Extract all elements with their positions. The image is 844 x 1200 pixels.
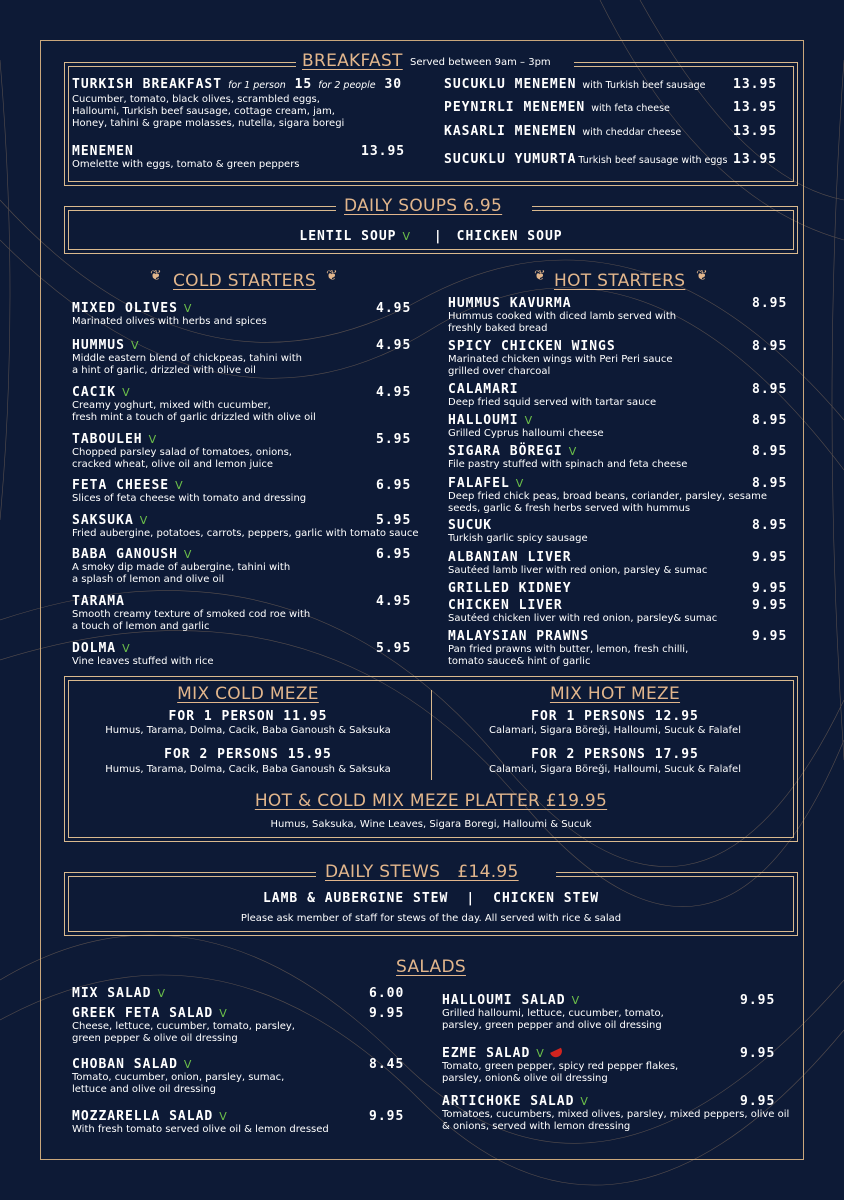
menu-item-price: 8.95 xyxy=(752,476,788,491)
menu-item-price: 8.45 xyxy=(369,1057,405,1072)
menu-item-price: 6.00 xyxy=(369,986,405,1001)
cold-starters-title: COLD STARTERS xyxy=(173,271,316,291)
menu-item-desc: Deep fried chick peas, broad beans, coriander, parsley, sesame seeds, garlic & fresh herbs served with hummus xyxy=(448,491,767,514)
menu-item-name: MIXED OLIVES V xyxy=(72,301,193,316)
cold-meze-label: FOR 1 PERSON 11.95 xyxy=(168,709,328,724)
breakfast-right-item: SUCUKLU MENEMEN with Turkish beef sausage xyxy=(444,77,706,92)
menu-item-desc: File pastry stuffed with spinach and feta cheese xyxy=(448,459,688,470)
menu-item-price: 4.95 xyxy=(376,301,412,316)
meze-platter-title: HOT & COLD MIX MEZE PLATTER £19.95 xyxy=(254,791,608,811)
menu-item-name: MOZZARELLA SALAD V xyxy=(72,1109,228,1124)
vegetarian-mark: V xyxy=(571,994,581,1007)
menu-item-name: CACIK V xyxy=(72,385,131,400)
vegetarian-mark: V xyxy=(183,302,193,315)
menu-item-desc: Sautéed lamb liver with red onion, parsley & sumac xyxy=(448,565,708,576)
turkish-breakfast: TURKISH BREAKFAST for 1 person 15 for 2 people 30 xyxy=(72,77,403,92)
menu-item-desc: Deep fried squid served with tartar sauce xyxy=(448,397,657,408)
menu-item-desc: Hummus cooked with diced lamb served with freshly baked bread xyxy=(448,311,677,334)
menu-item-price: 9.95 xyxy=(752,629,788,644)
breakfast-right-item: PEYNIRLI MENEMEN with feta cheese xyxy=(444,100,670,115)
meze-platter-desc: Humus, Saksuka, Wine Leaves, Sigara Boregi, Halloumi & Sucuk xyxy=(270,819,592,830)
menu-item-name: SIGARA BÖREGI V xyxy=(448,444,578,459)
vegetarian-mark: V xyxy=(219,1007,228,1020)
menemen-price: 13.95 xyxy=(361,144,406,159)
menu-item-price: 9.95 xyxy=(752,581,788,596)
mix-cold-meze-title: MIX COLD MEZE xyxy=(177,684,319,704)
menu-item-name: GRILLED KIDNEY xyxy=(448,581,572,596)
hot-starters-title: HOT STARTERS xyxy=(554,271,686,291)
menu-item-desc: Marinated chicken wings with Peri Peri sauce grilled over charcoal xyxy=(448,354,673,377)
menu-item-price: 4.95 xyxy=(376,594,412,609)
cold-meze-desc: Humus, Tarama, Dolma, Cacik, Baba Ganoush & Saksuka xyxy=(105,725,391,736)
menu-item-name: TABOULEH V xyxy=(72,432,158,447)
stews-note: Please ask member of staff for stews of the day. All served with rice & salad xyxy=(240,913,622,924)
vegetarian-mark: V xyxy=(568,445,578,458)
menu-item-desc: Cheese, lettuce, cucumber, tomato, parsley, green pepper & olive oil dressing xyxy=(72,1021,295,1044)
flourish-icon: ❦ xyxy=(534,268,546,284)
menu-item-desc: A smoky dip made of aubergine, tahini with a splash of lemon and olive oil xyxy=(72,562,291,585)
menu-item-desc: Vine leaves stuffed with rice xyxy=(72,656,214,667)
menu-item-desc: Tomato, green pepper, spicy red pepper flakes, parsley, onion& olive oil dressing xyxy=(442,1061,679,1084)
mix-hot-meze-title: MIX HOT MEZE xyxy=(549,684,681,704)
hot-meze-desc: Calamari, Sigara Böreği, Halloumi, Sucuk & Falafel xyxy=(489,764,741,775)
breakfast-right-price: 13.95 xyxy=(733,152,778,167)
menu-item-name: CALAMARI xyxy=(448,382,519,397)
menu-item-price: 4.95 xyxy=(376,338,412,353)
turkish-breakfast-desc: Cucumber, tomato, black olives, scrambled eggs, Halloumi, Turkish beef sausage, cottage cream, jam, Honey, tahini & grape molasses, nutella, sigara boregi xyxy=(72,94,345,129)
flourish-icon: ❦ xyxy=(696,268,708,284)
menu-item-desc: Tomatoes, cucumbers, mixed olives, parsley, mixed peppers, olive oil & onions, served with lemon dressing xyxy=(442,1109,790,1132)
vegetarian-mark: V xyxy=(148,433,158,446)
menu-item-price: 8.95 xyxy=(752,382,788,397)
menu-item-desc: Grilled halloumi, lettuce, cucumber, tomato, parsley, green pepper and olive oil dressing xyxy=(442,1008,664,1031)
menu-item-name: HUMMUS V xyxy=(72,338,140,353)
menu-item-name: MIX SALAD V xyxy=(72,986,166,1001)
menu-item-desc: Fried aubergine, potatoes, carrots, peppers, garlic with tomato sauce xyxy=(72,528,419,539)
vegetarian-mark: V xyxy=(183,548,193,561)
menu-item-price: 5.95 xyxy=(376,432,412,447)
menu-item-price: 9.95 xyxy=(752,598,788,613)
menu-item-desc: Marinated olives with herbs and spices xyxy=(72,316,267,327)
vegetarian-mark: V xyxy=(219,1110,228,1123)
menu-item-name: BABA GANOUSH V xyxy=(72,547,193,562)
menu-item-name: ALBANIAN LIVER xyxy=(448,550,572,565)
menu-item-price: 6.95 xyxy=(376,547,412,562)
flourish-icon: ❦ xyxy=(326,268,338,284)
menu-item-price: 4.95 xyxy=(376,385,412,400)
vegetarian-mark: V xyxy=(175,479,184,492)
vegetarian-mark: V xyxy=(157,987,166,1000)
menu-item-price: 5.95 xyxy=(376,513,412,528)
vegetarian-mark: V xyxy=(515,477,525,490)
chili-icon xyxy=(550,1048,564,1059)
menu-item-desc: Creamy yoghurt, mixed with cucumber, fresh mint a touch of garlic drizzled with olive oil xyxy=(72,400,316,423)
menu-item-desc: Tomato, cucumber, onion, parsley, sumac, lettuce and olive oil dressing xyxy=(72,1072,285,1095)
menu-item-name: FETA CHEESE V xyxy=(72,478,184,493)
menu-item-name: MALAYSIAN PRAWNS xyxy=(448,629,590,644)
menemen-name: MENEMEN xyxy=(72,144,134,159)
breakfast-right-price: 13.95 xyxy=(733,77,778,92)
vegetarian-mark: V xyxy=(122,386,131,399)
breakfast-right-item: KASARLI MENEMEN with cheddar cheese xyxy=(444,124,682,139)
menu-item-desc: Turkish garlic spicy sausage xyxy=(448,533,588,544)
menu-item-name: HALLOUMI SALAD V xyxy=(442,993,581,1008)
menu-item-price: 8.95 xyxy=(752,444,788,459)
menu-item-name: GREEK FETA SALAD V xyxy=(72,1006,228,1021)
breakfast-right-item: SUCUKLU YUMURTA Turkish beef sausage with eggs xyxy=(444,152,728,167)
menu-item-desc: Sautéed chicken liver with red onion, parsley& sumac xyxy=(448,613,718,624)
menu-item-price: 9.95 xyxy=(740,993,776,1008)
menu-item-name: SAKSUKA V xyxy=(72,513,149,528)
menu-item-desc: Slices of feta cheese with tomato and dressing xyxy=(72,493,307,504)
flourish-icon: ❦ xyxy=(150,268,162,284)
soups-title: DAILY SOUPS 6.95 xyxy=(344,196,503,216)
vegetarian-mark: V xyxy=(524,414,534,427)
breakfast-right-price: 13.95 xyxy=(733,124,778,139)
hot-meze-label: FOR 2 PERSONS 17.95 xyxy=(531,747,699,762)
menu-item-desc: With fresh tomato served olive oil & lemon dressed xyxy=(72,1124,329,1135)
stews-line: LAMB & AUBERGINE STEW | CHICKEN STEW xyxy=(262,891,600,906)
menu-item-name: CHICKEN LIVER xyxy=(448,598,563,613)
menu-item-name: HALLOUMI V xyxy=(448,413,534,428)
vegetarian-mark: V xyxy=(183,1058,193,1071)
menu-item-price: 8.95 xyxy=(752,296,788,311)
vegetarian-mark: V xyxy=(122,642,131,655)
menu-item-name: DOLMA V xyxy=(72,641,131,656)
menu-item-name: HUMMUS KAVURMA xyxy=(448,296,572,311)
menu-item-price: 8.95 xyxy=(752,339,788,354)
vegetarian-mark: V xyxy=(580,1095,589,1108)
breakfast-subtitle: Served between 9am – 3pm xyxy=(410,57,551,68)
menu-item-name: EZME SALAD V xyxy=(442,1046,563,1061)
stews-title: DAILY STEWS £14.95 xyxy=(325,862,519,882)
menu-item-name: TARAMA xyxy=(72,594,125,609)
menu-item-price: 9.95 xyxy=(740,1046,776,1061)
vegetarian-mark: V xyxy=(130,339,140,352)
menu-item-desc: Grilled Cyprus halloumi cheese xyxy=(448,428,604,439)
menu-item-name: FALAFEL V xyxy=(448,476,525,491)
menu-item-desc: Pan fried prawns with butter, lemon, fresh chilli, tomato sauce& hint of garlic xyxy=(448,644,689,667)
breakfast-right-price: 13.95 xyxy=(733,100,778,115)
cold-meze-label: FOR 2 PERSONS 15.95 xyxy=(164,747,332,762)
vegetarian-mark: V xyxy=(139,514,149,527)
menu-item-price: 9.95 xyxy=(369,1006,405,1021)
breakfast-title: BREAKFAST xyxy=(302,51,403,71)
salads-title: SALADS xyxy=(396,957,466,977)
menu-item-price: 5.95 xyxy=(376,641,412,656)
menu-item-desc: Middle eastern blend of chickpeas, tahini with a hint of garlic, drizzled with olive oil xyxy=(72,353,302,376)
menu-item-price: 6.95 xyxy=(376,478,412,493)
cold-meze-desc: Humus, Tarama, Dolma, Cacik, Baba Ganoush & Saksuka xyxy=(105,764,391,775)
hot-meze-desc: Calamari, Sigara Böreği, Halloumi, Sucuk & Falafel xyxy=(489,725,741,736)
menu-item-name: ARTICHOKE SALAD V xyxy=(442,1094,589,1109)
menu-item-name: SUCUK xyxy=(448,518,493,533)
menemen-desc: Omelette with eggs, tomato & green peppers xyxy=(72,159,300,170)
vegetarian-mark: V xyxy=(536,1047,545,1060)
menu-item-name: CHOBAN SALAD V xyxy=(72,1057,193,1072)
menu-item-desc: Smooth creamy texture of smoked cod roe with a touch of lemon and garlic xyxy=(72,609,311,632)
menu-item-name: SPICY CHICKEN WINGS xyxy=(448,339,616,354)
menu-item-price: 9.95 xyxy=(752,550,788,565)
menu-item-price: 8.95 xyxy=(752,413,788,428)
menu-item-price: 9.95 xyxy=(369,1109,405,1124)
menu-item-desc: Chopped parsley salad of tomatoes, onions, cracked wheat, olive oil and lemon juice xyxy=(72,447,292,470)
menu-item-price: 9.95 xyxy=(740,1094,776,1109)
hot-meze-label: FOR 1 PERSONS 12.95 xyxy=(531,709,699,724)
soups-line: LENTIL SOUP V | CHICKEN SOUP xyxy=(299,229,563,244)
menu-item-price: 8.95 xyxy=(752,518,788,533)
